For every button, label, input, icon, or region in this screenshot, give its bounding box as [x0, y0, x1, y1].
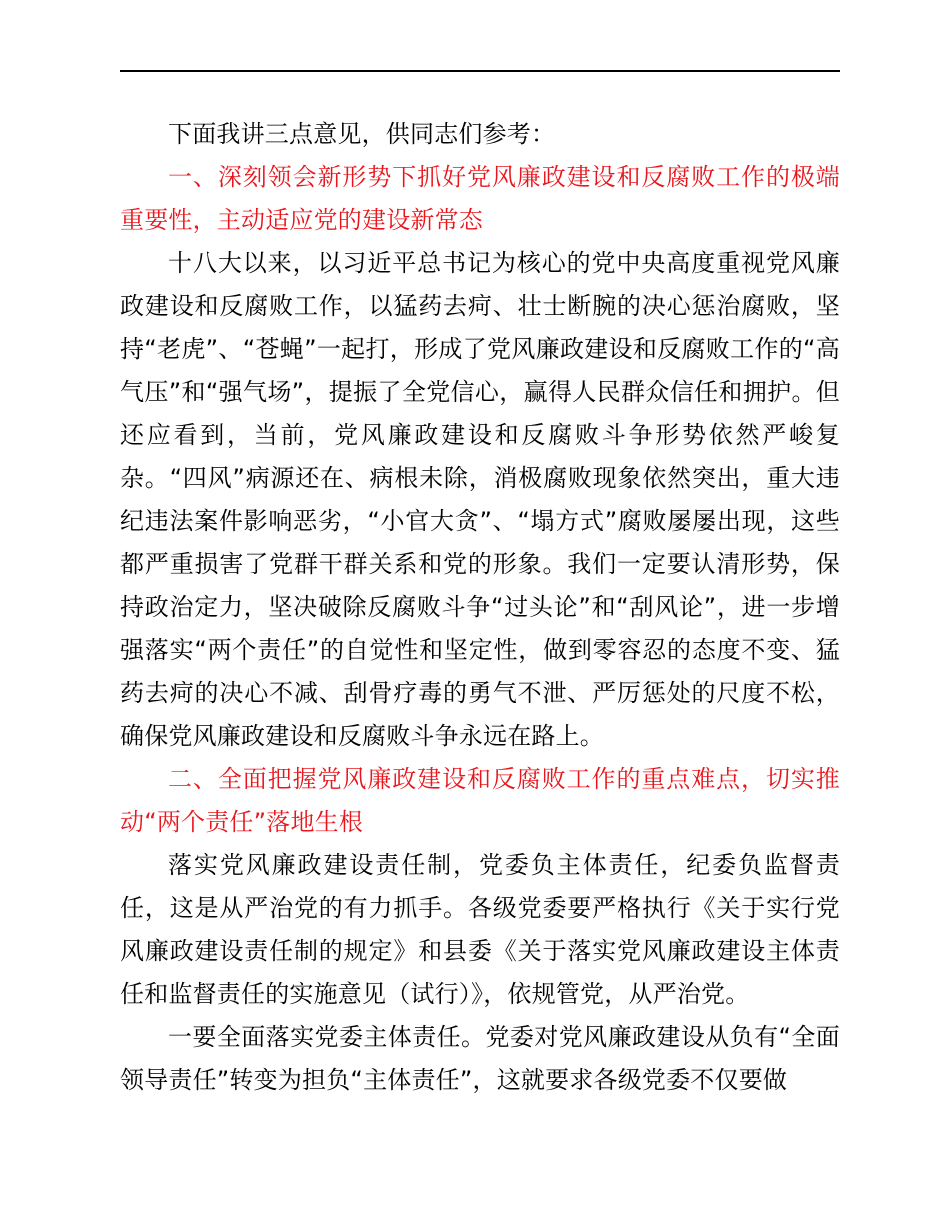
heading-section-one: 一、深刻领会新形势下抓好党风廉政建设和反腐败工作的极端重要性，主动适应党的建设新常态 — [120, 163, 840, 234]
paragraph-point-one: 一要全面落实党委主体责任。党委对党风廉政建设从负有“全面领导责任”转变为担负“主体责任”，这就要求各级党委不仅要做 — [120, 1023, 840, 1094]
paragraph-section-one-body: 十八大以来，以习近平总书记为核心的党中央高度重视党风廉政建设和反腐败工作，以猛药去疴、壮士断腕的决心惩治腐败，坚持“老虎”、“苍蝇”一起打，形成了党风廉政建设和反腐败工作的“高气压”和“强气场”，提振了全党信心，赢得人民群众信任和拥护。但还应看到，当前，党风廉政建设和反腐败斗争形势依然严峻复杂。“四风”病源还在、病根未除，消极腐败现象依然突出，重大违纪违法案件影响恶劣，“小官大贪”、“塌方式”腐败屡屡出现，这些都严重损害了党群干群关系和党的形象。我们一定要认清形势，保持政治定力，坚决破除反腐败斗争“过头论”和“刮风论”，进一步增强落实“两个责任”的自觉性和坚定性，做到零容忍的态度不变、猛药去疴的决心不减、刮骨疗毒的勇气不泄、严厉惩处的尺度不松，确保党风廉政建设和反腐败斗争永远在路上。 — [120, 249, 840, 750]
paragraph-intro: 下面我讲三点意见，供同志们参考： — [168, 120, 556, 148]
header-rule — [120, 70, 840, 72]
paragraph-section-two-body: 落实党风廉政建设责任制，党委负主体责任，纪委负监督责任，这是从严治党的有力抓手。各级党委要严格执行《关于实行党风廉政建设责任制的规定》和县委《关于落实党风廉政建设主体责任和监督责任的实施意见（试行）》，依规管党，从严治党。 — [120, 851, 840, 1008]
heading-section-two: 二、全面把握党风廉政建设和反腐败工作的重点难点，切实推动“两个责任”落地生根 — [120, 765, 840, 836]
document-body — [120, 113, 840, 1102]
